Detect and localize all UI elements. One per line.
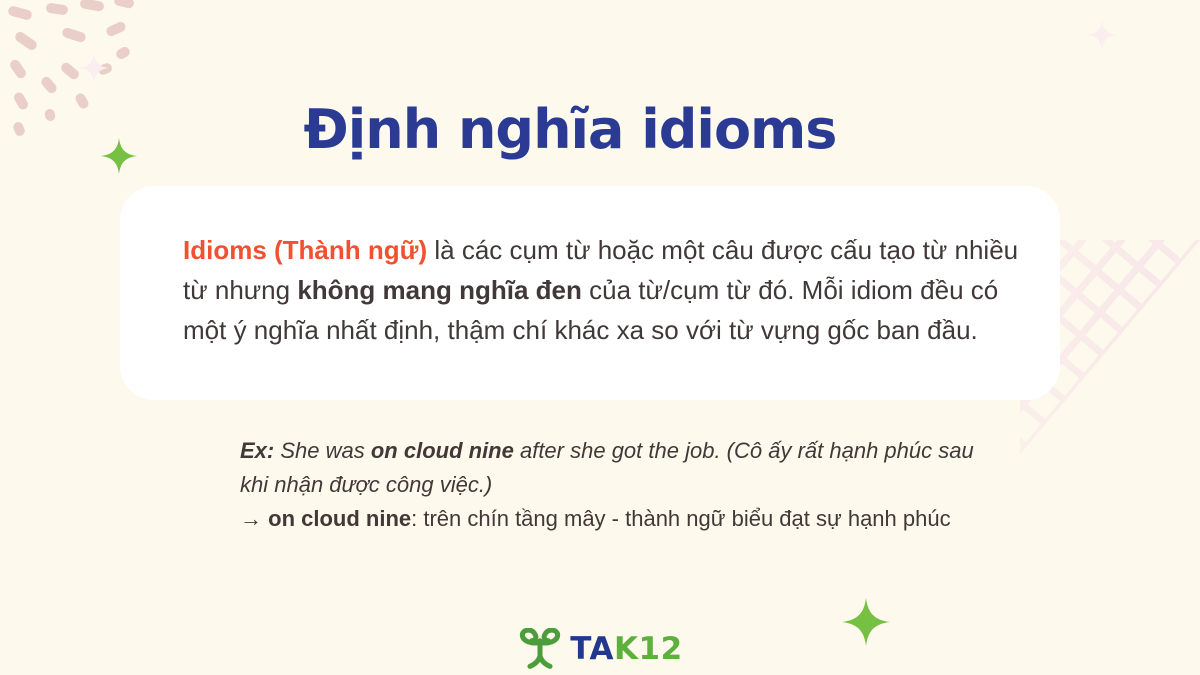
sparkle-icon — [1087, 20, 1117, 50]
example-text: after she got the job. (Cô ấy rất hạnh phúc sau — [513, 438, 974, 463]
decorative-dash — [61, 27, 87, 44]
decorative-dash — [113, 0, 135, 9]
definition-term: Idioms (Thành ngữ) — [183, 235, 428, 265]
decorative-dash — [45, 3, 68, 16]
decorative-dash — [79, 0, 104, 12]
example-sentence-line — [240, 468, 1000, 502]
example-text: She was — [274, 438, 371, 463]
brand-logo — [0, 626, 1200, 672]
definition-line — [183, 270, 1020, 310]
logo-text-green: K12 — [614, 631, 683, 667]
definition-bold-phrase: không mang nghĩa đen — [297, 275, 582, 305]
logo-text-blue: TA — [570, 631, 615, 667]
meaning-idiom: on cloud nine — [268, 506, 412, 531]
decorative-dash — [59, 61, 81, 82]
meaning-text: : trên chín tầng mây - thành ngữ biểu đạt sự hạnh phúc — [411, 506, 951, 531]
definition-line — [183, 230, 1020, 270]
definition-text: là các cụm từ hoặc một câu được cấu tạo từ nhiều — [427, 235, 1019, 265]
decorative-dash — [114, 45, 131, 61]
definition-text: của từ/cụm từ đó. Mỗi idiom đều có — [581, 275, 999, 305]
definition-text: từ nhưng — [183, 275, 298, 305]
decorative-dash — [105, 20, 127, 38]
decorative-dash — [39, 75, 58, 95]
definition-line — [183, 310, 1020, 350]
example-label: Ex: — [240, 438, 275, 463]
example-block — [240, 434, 1000, 536]
page-title: Định nghĩa idioms — [303, 98, 837, 162]
arrow-icon: → — [240, 506, 269, 531]
decorative-dash — [13, 30, 38, 52]
logo-wordmark — [570, 631, 682, 667]
example-meaning-line — [240, 502, 1000, 536]
sparkle-icon — [79, 53, 109, 83]
definition-text: một ý nghĩa nhất định, thậm chí khác xa so với từ vựng gốc ban đầu. — [183, 315, 978, 345]
example-idiom: on cloud nine — [370, 438, 514, 463]
decorative-dash — [8, 58, 28, 80]
example-text: khi nhận được công việc.) — [240, 472, 493, 497]
definition-card — [120, 186, 1060, 400]
example-sentence-line — [240, 434, 1000, 468]
sprout-icon — [517, 628, 563, 670]
decorative-dash — [7, 5, 33, 21]
